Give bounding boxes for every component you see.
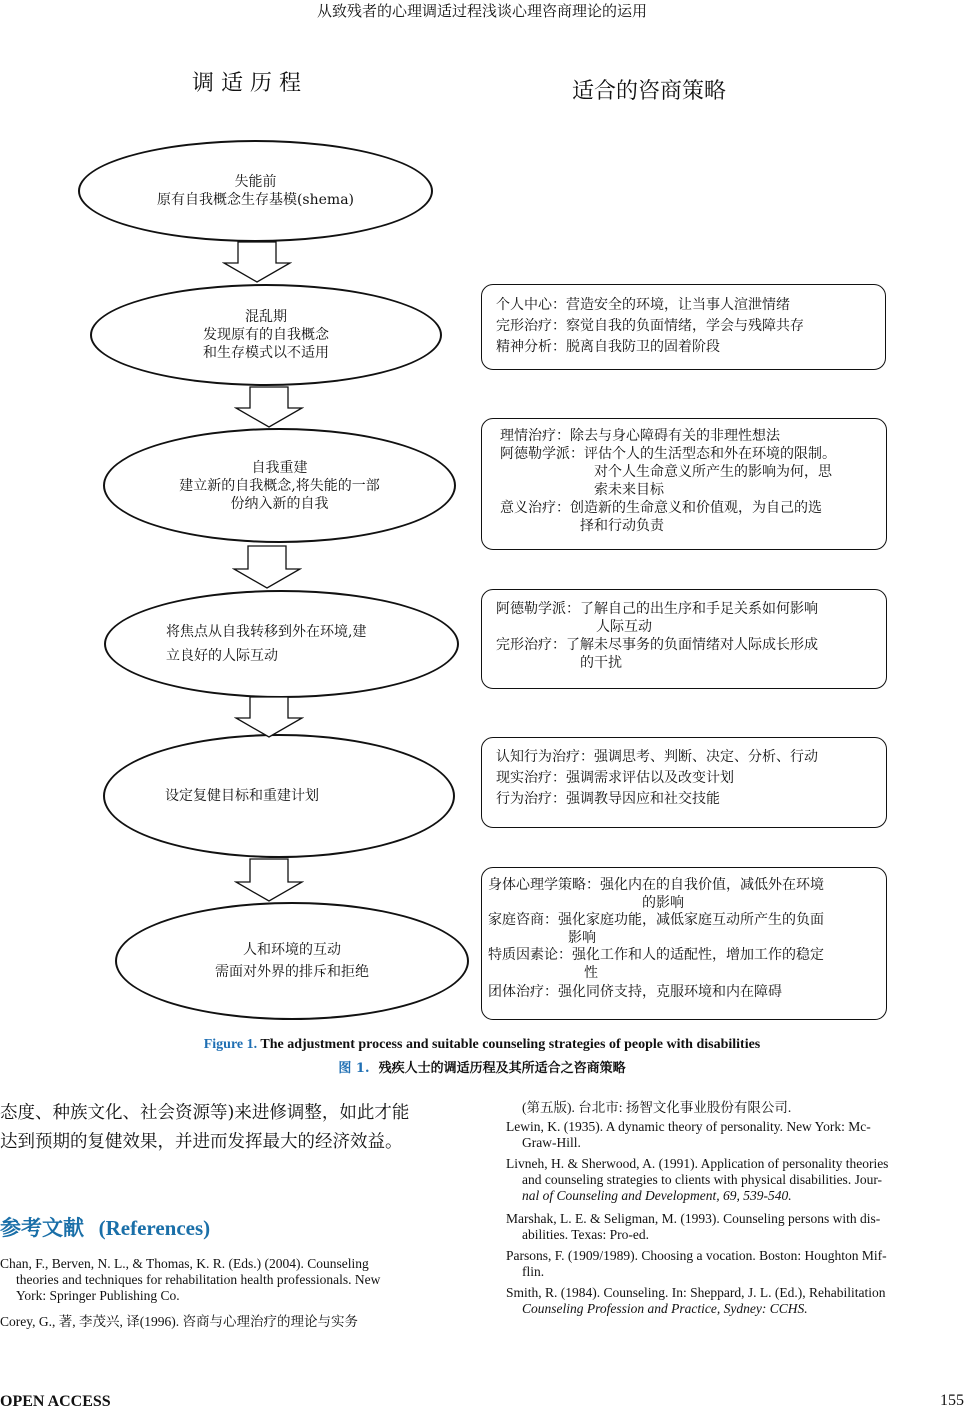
down-arrow-icon [222,241,292,283]
stage-line: 原有自我概念生存基模(shema) [156,192,355,208]
references-heading: 参考文献 (References) [0,1215,211,1240]
down-arrow-icon [234,858,304,902]
stage-chaos [90,284,442,386]
stage-line: 人和环境的互动 [243,942,341,958]
reference-corey: Corey, G., 著, 李茂兴, 译(1996). 咨商与心理治疗的理论与实务 [0,1314,358,1329]
strategy-item: 团体治疗：强化同侪支持，克服环境和内在障碍 [488,984,782,1000]
strategy-item: 身体心理学策略：强化内在的自我价值，减低外在环境 [488,877,824,893]
stage-line: 和生存模式以不适用 [203,345,329,361]
reference-corey-cont: (第五版). 台北市: 扬智文化事业股份有限公司. [522,1100,792,1115]
stage-line: 自我重建 [251,459,308,476]
stage-line: 需面对外界的排斥和拒绝 [215,964,369,980]
strategy-item: 完形治疗：察觉自我的负面情绪，学会与残障共存 [496,318,804,334]
reference-lewin: Lewin, K. (1935). A dynamic theory of personality. New York: Mc- Graw-Hill. [506,1119,871,1150]
reference-livneh: Livneh, H. & Sherwood, A. (1991). Application of personality theories and counseling strategies to clients with physical disabilities. Jour- nal of Counseling and Development, 69, 539-540. [506,1156,889,1203]
adjustment-process-title: 调 适 历 程 [192,71,301,96]
strategy-box-rehab-goals [481,737,887,828]
down-arrow-icon [232,545,302,589]
strategy-item: 阿德勒学派：了解自己的出生序和手足关系如何影响 [496,601,818,617]
body-line: 态度、种族文化、社会资源等)来进修调整，如此才能 [0,1103,410,1123]
strategy-item: 认知行为治疗：强调思考、判断、决定、分析、行动 [496,749,818,765]
reference-marshak: Marshak, L. E. & Seligman, M. (1993). Counseling persons with dis- abilities. Texas: Pro-ed. [506,1211,881,1242]
strategy-item-cont: 的干扰 [580,655,622,671]
strategy-item: 个人中心：营造安全的环境，让当事人渲泄情绪 [496,297,790,313]
stage-line: 将焦点从自我转移到外在环境,建 [166,624,367,640]
figure-caption-cn: 图 1. 残疾人士的调适历程及其所适合之咨商策略 [338,1061,626,1076]
stage-line: 份纳入新的自我 [230,495,329,512]
stage-self-rebuild [103,428,456,543]
strategy-item: 精神分析：脱离自我防卫的固着阶段 [496,339,720,355]
strategy-item-cont: 人际互动 [596,619,652,635]
strategy-item-cont: 性 [584,964,598,981]
down-arrow-icon [234,696,304,738]
strategy-item: 现实治疗：强调需求评估以及改变计划 [496,770,734,786]
body-line: 达到预期的复健效果，并进而发挥最大的经济效益。 [0,1132,403,1152]
footer-open-access: OPEN ACCESS [0,1393,111,1410]
reference-smith: Smith, R. (1984). Counseling. In: Sheppard, J. L. (Ed.), Rehabilitation Counseling Profession and Practice, Sydney: CCHS. [506,1285,886,1316]
running-head: 从致残者的心理调适过程浅谈心理咨商理论的运用 [316,2,647,20]
strategy-item: 家庭咨商：强化家庭功能，减低家庭互动所产生的负面 [488,912,824,928]
stage-line: 建立新的自我概念,将失能的一部 [179,477,380,494]
strategy-item: 完形治疗：了解未尽事务的负面情绪对人际成长形成 [496,637,818,653]
stage-line: 失能前 [234,174,277,190]
strategy-item: 特质因素论：强化工作和人的适配性，增加工作的稳定 [488,947,824,963]
strategy-box-person-environment [481,867,887,1020]
strategy-box-focus-shift [481,589,887,689]
stage-line: 设定复健目标和重建计划 [165,788,319,804]
stage-focus-shift [104,590,459,698]
stage-line: 发现原有的自我概念 [203,327,329,343]
strategy-box-self-rebuild [481,418,887,550]
stage-person-environment [115,902,469,1020]
strategy-item: 阿德勒学派：评估个人的生活型态和外在环境的限制。 [500,446,836,462]
page-number: 155 [940,1392,964,1409]
strategy-item: 行为治疗：强调教导因应和社交技能 [496,791,720,807]
body-paragraph [0,1099,465,1157]
strategy-item-cont: 索未来目标 [594,482,664,498]
counseling-strategy-title: 适合的咨商策略 [572,79,727,104]
strategy-item: 意义治疗：创造新的生命意义和价值观，为自己的选 [500,500,822,516]
strategy-item: 理情治疗：除去与身心障碍有关的非理性想法 [500,428,780,444]
stage-line: 立良好的人际互动 [166,648,278,664]
stage-rehab-goals [103,734,455,858]
reference-parsons: Parsons, F. (1909/1989). Choosing a vocation. Boston: Houghton Mif- flin. [506,1248,887,1279]
strategy-item-cont: 的影响 [642,894,684,911]
reference-chan: Chan, F., Berven, N. L., & Thomas, K. R. (Eds.) (2004). Counseling theories and techniques for rehabilitation health professionals. New York: Springer Publishing Co. [0,1256,381,1303]
strategy-item-cont: 择和行动负责 [580,518,664,534]
stage-line: 混乱期 [245,309,287,325]
strategy-item-cont: 影响 [568,929,596,946]
strategy-box-chaos [481,284,886,370]
strategy-item-cont: 对个人生命意义所产生的影响为何，思 [594,464,832,480]
figure-caption-en: Figure 1. The adjustment process and suitable counseling strategies of people with disabilities [203,1037,761,1052]
down-arrow-icon [234,386,304,428]
stage-pre-disability [78,140,433,242]
